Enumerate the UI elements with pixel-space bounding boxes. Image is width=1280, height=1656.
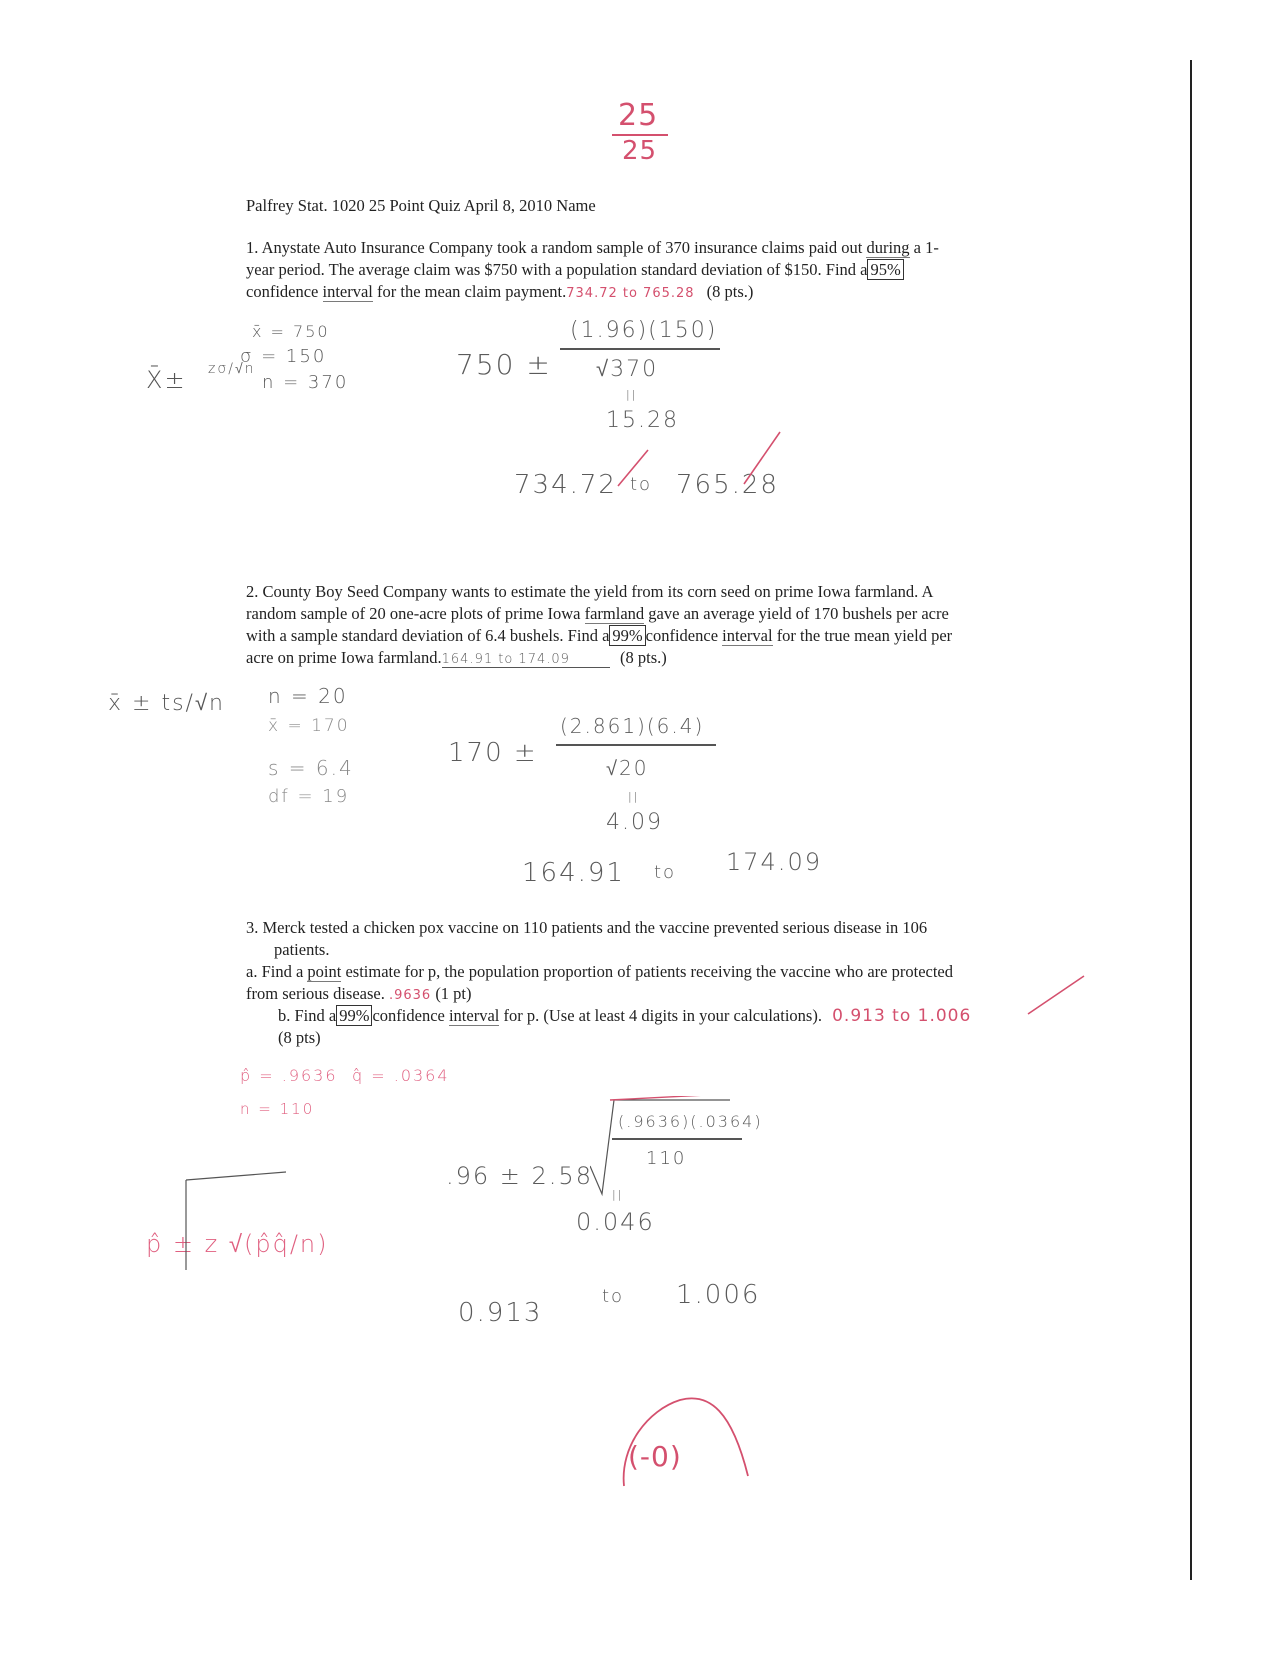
q3a-line1 (246, 962, 953, 982)
q1-text: for the mean claim payment. (372, 282, 567, 301)
q2-underlined-word: interval (722, 626, 773, 645)
work1-check-marks (600, 424, 800, 514)
q1-underlined-word: interval (322, 282, 373, 301)
q2-text: gave an average yield of 170 bushels per acre (644, 604, 949, 623)
q3-line1: 3. Merck tested a chicken pox vaccine on 110 patients and the vaccine prevented serious disease in 106 (246, 918, 928, 937)
work2-equals: || (628, 790, 640, 803)
work1-interval-to: to (630, 474, 653, 495)
q1-underlined-word: during (866, 238, 910, 257)
work2-fraction-bar (556, 744, 716, 746)
q3b-points: (8 pts) (278, 1028, 321, 1047)
work3-equals: || (612, 1188, 624, 1201)
work1-interval-high: 765.28 (676, 470, 779, 500)
q3-check-mark (1022, 970, 1102, 1020)
work2-given-n: n = 20 (268, 684, 348, 708)
q1-text: a 1- (909, 238, 939, 257)
work2-given-df: df = 19 (268, 786, 350, 807)
q3a-line2 (246, 984, 472, 1004)
q1-confidence-level: 95% (867, 259, 903, 280)
q3-line2: patients. (274, 940, 330, 959)
work3-sqrt-sign (590, 1096, 730, 1216)
q2-line3 (246, 626, 952, 646)
work2-margin: 4.09 (606, 810, 663, 835)
scan-edge-line (1190, 60, 1192, 1580)
work3-formula-sqrt (146, 1160, 286, 1280)
q2-text: random sample of 20 one-acre plots of prime Iowa (246, 604, 585, 623)
q1-text: year period. The average claim was $750 with a population standard deviation of $150. Find a (246, 260, 868, 279)
q1-line1 (246, 238, 939, 258)
work1-formula-fraction: zσ/√n (208, 361, 256, 377)
q3-text: estimate for p, the population proportion of patients receiving the vaccine who are protected (341, 962, 954, 981)
q2-line1: 2. County Boy Seed Company wants to estimate the yield from its corn seed on prime Iowa farmland. A (246, 582, 934, 601)
q1-points: (8 pts.) (706, 282, 754, 301)
q2-text: acre on prime Iowa farmland. (246, 648, 442, 667)
work1-denominator: √370 (596, 357, 659, 382)
work1-formula-lhs: X̄± (146, 366, 187, 394)
work3-interval-low: 0.913 (458, 1298, 543, 1328)
q3-text: a. Find a (246, 962, 308, 981)
q2-text: confidence (645, 626, 723, 645)
work3-interval-high: 1.006 (676, 1280, 761, 1310)
work2-denominator: √20 (606, 756, 649, 780)
work3-margin: 0.046 (576, 1208, 655, 1236)
work1-given-mean: x̄ = 750 (252, 322, 330, 341)
work3-n: n = 110 (240, 1100, 315, 1118)
work3-denominator: 110 (646, 1148, 687, 1169)
work1-center: 750 ± (456, 348, 552, 381)
work1-numerator: (1.96)(150) (570, 318, 718, 343)
grade-total: 25 (622, 136, 658, 166)
work2-center: 170 ± (448, 738, 538, 768)
work2-numerator: (2.861)(6.4) (560, 714, 705, 738)
work1-margin: 15.28 (606, 408, 679, 433)
work2-interval-to: to (654, 862, 677, 883)
q3-confidence-level: 99% (336, 1005, 372, 1026)
work3-formula: p̂ ± z √(p̂q̂/n) (146, 1230, 329, 1258)
work2-interval-high: 174.09 (726, 848, 822, 876)
q2-points: (8 pts.) (620, 648, 667, 667)
q2-line2 (246, 604, 949, 624)
q3a-answer: .9636 (388, 988, 432, 1003)
work3-qhat: q̂ = .0364 (352, 1066, 450, 1085)
q2-confidence-level: 99% (609, 625, 645, 646)
work1-fraction-bar (560, 348, 720, 350)
work1-given-n: n = 370 (262, 372, 349, 393)
q3b-line (278, 1006, 971, 1026)
q3-underlined-word: interval (448, 1006, 500, 1025)
q2-text: with a sample standard deviation of 6.4 bushels. Find a (246, 626, 610, 645)
work2-given-s: s = 6.4 (268, 756, 354, 780)
q3-underlined-word: point (307, 962, 342, 981)
q3-text: for p. (Use at least 4 digits in your calculations). (499, 1006, 822, 1025)
q1-text: confidence (246, 282, 323, 301)
q2-line4 (246, 648, 667, 668)
q3-text: b. Find a (278, 1006, 337, 1025)
grade-score: 25 (618, 98, 659, 133)
q3-text: confidence (372, 1006, 449, 1025)
work2-interval-low: 164.91 (522, 858, 625, 888)
deduction-mark-text: (-0) (628, 1440, 682, 1473)
q2-text: for the true mean yield per (772, 626, 953, 645)
work2-formula: x̄ ± ts/√n (108, 691, 225, 716)
q1-text: 1. Anystate Auto Insurance Company took a random sample of 370 insurance claims paid out (246, 238, 867, 257)
work3-phat: p̂ = .9636 (240, 1066, 338, 1085)
q3-text: from serious disease. (246, 984, 385, 1003)
work1-equals: || (626, 388, 638, 401)
q1-line3 (246, 282, 753, 302)
work3-center: .96 ± 2.58 (446, 1162, 593, 1190)
work3-numerator: (.9636)(.0364) (618, 1112, 763, 1131)
q3a-points: (1 pt) (435, 984, 472, 1003)
q1-answer: 734.72 to 765.28 (566, 286, 695, 301)
q3b-answer: 0.913 to 1.006 (832, 1006, 972, 1026)
q2-answer: 164.91 to 174.09 (442, 652, 610, 668)
work2-given-mean: x̄ = 170 (268, 716, 350, 736)
work3-interval-to: to (602, 1286, 625, 1307)
work1-interval-low: 734.72 (514, 470, 617, 500)
work1-given-sigma: σ = 150 (240, 346, 327, 367)
q2-underlined-word: farmland (584, 604, 645, 623)
q1-line2 (246, 260, 904, 280)
quiz-header: Palfrey Stat. 1020 25 Point Quiz April 8, 2010 Name (246, 196, 596, 215)
